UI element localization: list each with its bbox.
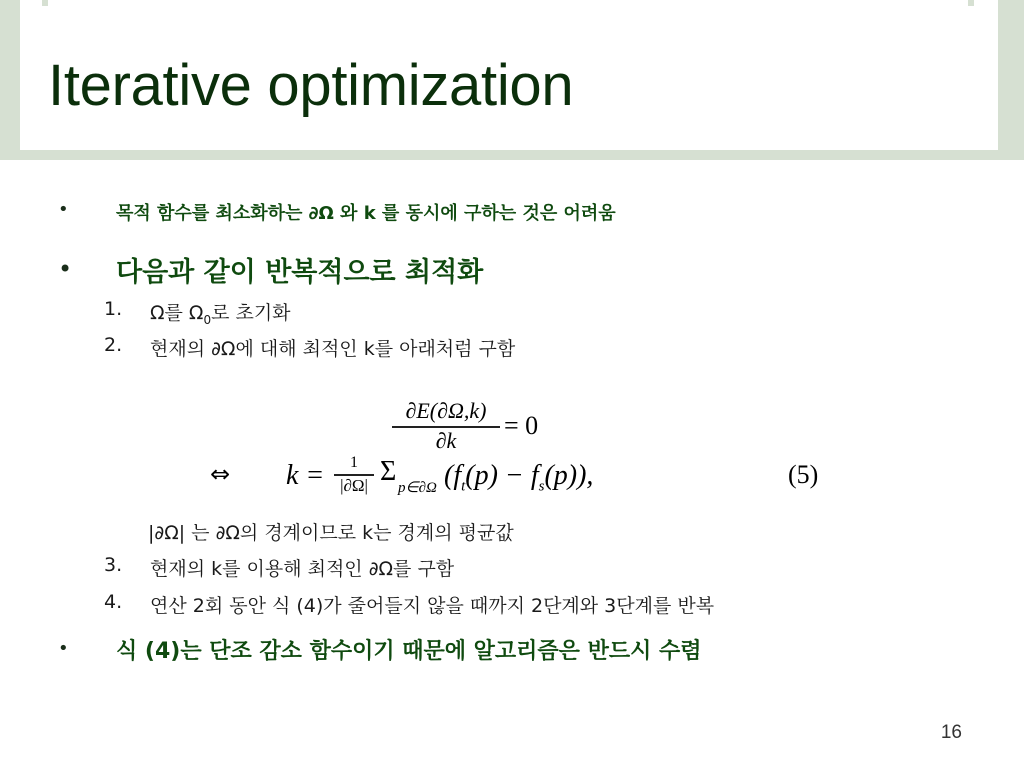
equation-label: (5) — [788, 460, 819, 489]
equation-numerator: ∂E(∂Ω,k) — [405, 398, 487, 423]
step-1-text: Ω를 $\Omega_0$로 초기화 — [150, 302, 291, 327]
equation-denominator: ∂k — [435, 428, 457, 453]
header-corner-left — [42, 0, 48, 6]
step-2-text: 현재의 ∂Ω에 대해 최적인 k를 아래처럼 구함 — [150, 338, 516, 360]
bullet-marker: • — [58, 255, 73, 283]
step-4-text: 연산 2회 동안 식 (4)가 줄어들지 않을 때까지 2단계와 3단계를 반복 — [150, 595, 715, 617]
equation-5 — [200, 390, 860, 505]
step-3-number: 3. — [104, 554, 123, 576]
header-corner-right — [968, 0, 974, 6]
bullet-1-text: 목적 함수를 최소화하는 ∂Ω 와 k 를 동시에 구하는 것은 어려움 — [116, 203, 616, 224]
page-number: 16 — [940, 722, 962, 743]
bullet-marker: • — [58, 638, 69, 659]
bullet-marker: • — [58, 199, 69, 220]
frac-num: 1 — [350, 454, 358, 471]
sum-body: $(f_t(p) - f_s(p))$, — [444, 460, 594, 495]
step-2-number: 2. — [104, 334, 123, 356]
iff-arrow: ⇔ — [210, 460, 231, 488]
step-3-text: 현재의 k를 이용해 최적인 ∂Ω를 구함 — [150, 558, 455, 580]
slide-title: Iterative optimization — [48, 53, 574, 118]
equation-k: k = — [286, 460, 325, 491]
bullet-3-text: 식 (4)는 단조 감소 함수이기 때문에 알고리즘은 반드시 수렴 — [116, 639, 702, 664]
bullet-2-text: 다음과 같이 반복적으로 최적화 — [116, 257, 484, 288]
sum-subscript: p∈∂Ω — [398, 480, 437, 496]
equation-rhs: = 0 — [504, 411, 539, 440]
header-stripe — [0, 152, 1024, 160]
frac-den: |∂Ω| — [340, 476, 368, 495]
sum-symbol: Σ — [380, 456, 397, 487]
step-1-number: 1. — [104, 298, 123, 320]
step-4-number: 4. — [104, 591, 123, 613]
boundary-note: |∂Ω| 는 ∂Ω의 경계이므로 k는 경계의 평균값 — [148, 522, 514, 544]
